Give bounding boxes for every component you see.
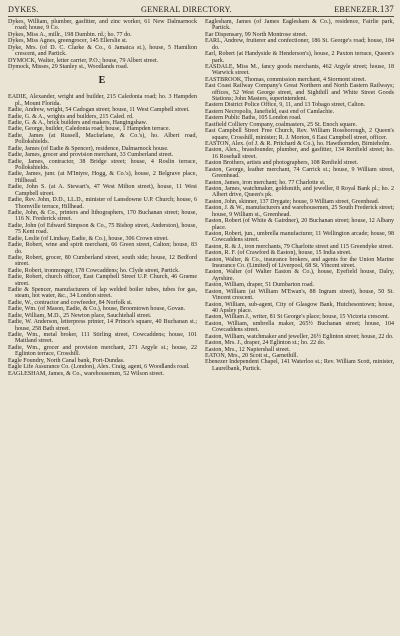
- directory-entry: Easton, William, watchmaker and jeweller, 26½ Eglinton street; house, 22 do.: [205, 333, 394, 340]
- directory-entry: Easton, Robert (of White & Gairdner), 20 Buchanan street; house, 12 Albany place.: [205, 218, 394, 231]
- directory-entry: Eagle Foundry, North Canal bank, Port-Dundas.: [8, 357, 125, 364]
- directory-entry: Eadie, Andrew, wright, 54 Cadogan street; house, 11 West Campbell street.: [8, 107, 190, 114]
- directory-entry: Easton, R. F. (of Crawford & Easton), house, 15 India street.: [205, 250, 352, 257]
- directory-entry: Eastfield Colliery Company, coalmasters, 25 St. Enoch square.: [205, 121, 357, 128]
- directory-entry: Eadie, W. Anderson, letterpress printer, 14 Prince's square, 40 Buchanan st.; house, 258 Bath street.: [8, 319, 197, 332]
- running-head-left: DYKES.: [8, 5, 39, 14]
- running-head-center: GENERAL DIRECTORY.: [140, 5, 232, 14]
- directory-entry: Eadie, Robert, church officer, East Campbell Street U.P. Church, 46 Græme street.: [8, 274, 197, 287]
- directory-entry: Eadie, James (at Russell, Macfarlane, & Co.'s), ho. Albert road, Pollokshields.: [8, 132, 197, 146]
- directory-entry: Eadie, John, & Co., printers and lithographers, 170 Buchanan street; house, 116 N. Frederick street.: [8, 209, 197, 223]
- left-entries-before-section: [8, 19, 197, 70]
- directory-entry: East Campbell Street Free Church, Rev. William Rossborough, 2 Queen's square, Crosshill, minister; R. J. Morton, 6 East Campbell street, officer.: [205, 128, 394, 141]
- directory-entry: EAGLESHAM, James, & Co., warehousemen, 52 Wilson street.: [8, 370, 165, 377]
- directory-entry: Eastern Public Baths, 105 London road.: [205, 115, 302, 122]
- directory-entry: Eadie, Robert, ironmonger, 178 Cowcaddens; ho. Clyde street, Partick.: [8, 267, 180, 274]
- directory-entry: Eadie, Robert, wine and spirit merchant, 66 Green street, Calton; house, 83 do.: [8, 242, 197, 255]
- directory-entry: EASDALE, Miss M., fancy goods merchants, 462 Argyle street; house, 18 Warwick street.: [205, 63, 394, 77]
- directory-columns: [8, 19, 394, 377]
- directory-entry: Easton, Mrs., 12 Napiershall street.: [205, 346, 291, 353]
- directory-entry: Ebenezer Independent Chapel, 141 Waterloo st.; Rev. William Scott, minister, Laurelbank, Partick.: [205, 359, 394, 372]
- directory-entry: Eadie, John S. (at A. Stewart's, 47 West Milton street), house, 11 West Campbell street.: [8, 184, 197, 197]
- directory-entry: Earl, Robert (at Handyside & Henderson's), house, 2 Paxton terrace, Queen's park.: [205, 51, 394, 64]
- directory-entry: Easton, William, umbrella maker, 265½ Buchanan street; house, 104 Cowcaddens street.: [205, 320, 394, 334]
- directory-entry: Eadie, James, junr. (at M'Intyre, Hogg, & Co.'s), house, 2 Belgrave place, Hillhead.: [8, 171, 197, 184]
- directory-entry: Eadie, Wm., grocer and provision merchant, 271 Argyle st.; house, 22 Eglinton terrace, Crosshill.: [8, 344, 197, 358]
- directory-entry: Easton, William (at William M'Ewan's, 88 Ingram street), house, 50 St. Vincent crescent.: [205, 288, 394, 302]
- left-entries-after-section: [8, 94, 197, 377]
- directory-entry: Dykes, William, plumber, gasfitter, and zinc worker, 61 New Dalmarnock road; house, 9 Co.: [8, 19, 197, 32]
- right-column: [205, 19, 394, 377]
- directory-entry: Easton, Alex., brassfounder, plumber, and gasfitter, 134 Renfield street; ho. 16 Rosehall street.: [205, 147, 394, 160]
- directory-entry: Easton, William, draper, 51 Dumbarton road.: [205, 282, 315, 289]
- running-head: [8, 4, 394, 17]
- directory-entry: Eadie, George, builder, Caledonia road; house, 1 Hampden terrace.: [8, 126, 171, 133]
- directory-entry: Dykes, Miss Agnes, greengrocer, 145 Ellerslie st.: [8, 38, 128, 45]
- directory-entry: Eadie & Spencer, manufacturers of lap welded boiler tubes, tubes for gas, steam, hot water, &c., 34 London street.: [8, 287, 197, 300]
- directory-entry: Easton, William, sub-agent, City of Glasgow Bank, Hutchesontown; house, 40 Apsley place.: [205, 301, 394, 314]
- directory-entry: Eadie, Rev. John, D.D., LL.D., minister of Lansdowne U.P. Church; house, 6 Thornville terrace, Hillhead.: [8, 197, 197, 210]
- directory-entry: Easton, Walter (of Walter Easton & Co.), house, Eyefield house, Dalry, Ayrshire.: [205, 269, 394, 282]
- directory-entry: Eastern Necropolis, Janefield, east end of Camlachie.: [205, 108, 335, 115]
- left-column: [8, 19, 197, 377]
- directory-entry: Easton, William J., writer, 81 St George's place; house, 15 Victoria crescent.: [205, 314, 390, 321]
- directory-entry: Eadie, James (of Eadie & Spencer), residence, Dalmarnock house.: [8, 145, 169, 152]
- directory-entry: Eadie, Wm. (of Mason, Eadie, & Co.), house, Broomtown house, Govan.: [8, 306, 186, 313]
- directory-entry: East Coast Railway Company's Great Northern and North Eastern Railways; offices, 52 West George street, and Sighthill and White Street Goods Stations; John Masters, superintendent.: [205, 83, 394, 103]
- directory-entry: Easton, James, iron merchant; ho. 77 Charlotte st.: [205, 179, 326, 186]
- directory-entry: Easton, Mrs. J., draper, 24 Eglinton st.; ho. 22 do.: [205, 340, 326, 347]
- directory-entry: Easton, Walter, & Co., insurance brokers, and agents for the Union Marine Insurance Co. (Limited) of Liverpool, 68 St. Vincent street.: [205, 256, 394, 270]
- directory-entry: Eadie, James, contractor, 38 Bridge street; house, 4 Roslin terrace, Pollokshields.: [8, 158, 197, 172]
- directory-entry: Easton, Robert, jun., umbrella manufacturer, 11 Wellington arcade; house, 98 Cowcaddens street.: [205, 230, 394, 244]
- directory-entry: Dymock, Misses, 29 Stanley st., Woodlands road.: [8, 63, 129, 70]
- directory-entry: Eadie, John (of Edward Simpson & Co., 75 Bishop street, Anderston), house, 75 Kent road.: [8, 222, 197, 236]
- directory-entry: Eadie, Wm., metal broker, 111 Stirling street, Cowcaddens; house, 101 Maitland street.: [8, 331, 197, 345]
- directory-entry: Easton Brothers, artists and photographers, 108 Renfield street.: [205, 160, 359, 167]
- directory-entry: Easton, R. & J., iron merchants, 79 Charlotte street and 115 Greendyke street.: [205, 243, 394, 250]
- directory-entry: Easton, George, leather merchant, 74 Carrick st.; house, 9 William street, Greenhead.: [205, 166, 394, 180]
- running-head-right: EBENEZER.: [334, 5, 380, 14]
- directory-entry: Ear Dispensary, 99 North Montrose street.: [205, 31, 308, 38]
- directory-entry: Eadie, G. & A., brick builders and makers, Hangingshaw.: [8, 120, 147, 127]
- directory-entry: Eadie, Robert, grocer, 80 Cumberland street, south side; house, 12 Bedford street.: [8, 254, 197, 268]
- directory-entry: Dyke, Mrs. (of D. C. Clarke & Co., 6 Jamaica st.), house, 5 Hamilton crescent, and Partick.: [8, 44, 197, 58]
- directory-entry: Eadie, William, M.D., 25 Newton place, Sauchiehall street.: [8, 312, 152, 319]
- directory-entry: EASTON, Alex. (of J. & R. Pritchard & Co.), ho. Hawthornden, Birnieholm.: [205, 141, 391, 148]
- directory-entry: Eadie, James, grocer and provision merchant, 33 Cumberland street.: [8, 152, 174, 159]
- directory-entry: Dykes, Miss A., millr., 198 Dumbtn. rd.; ho. 77 do.: [8, 31, 132, 38]
- directory-entry: DYMOCK, Walter, letter carrier, P.O.; house, 79 Albert street.: [8, 57, 159, 64]
- directory-entry: Easton, James, watchmaker, goldsmith, and jeweller, 8 Royal Bank pl.; ho. 2 Albert drive, Queen's pk.: [205, 185, 394, 199]
- directory-entry: EADIE, Alexander, wright and builder, 215 Caledonia road; ho. 3 Hampden pl., Mount Florida.: [8, 94, 197, 107]
- directory-entry: Eagle Life Assurance Co. (London), Alex. Craig, agent, 6 Woodlands road.: [8, 364, 190, 371]
- directory-entry: EATON, Mrs., 20 Scott st., Garnethill.: [205, 352, 299, 359]
- directory-entry: Eadie, Leslie (of Lindsay, Eadie, & Co.), house, 306 Crown street.: [8, 235, 169, 242]
- directory-entry: Eaglesham, James (of James Eaglesham & Co.), residence, Fairlie park, Partick.: [205, 19, 394, 32]
- directory-entry: EASTBROOK, Thomas, commission merchant, 4 Stormont street.: [205, 76, 367, 83]
- directory-entry: Eadie, W., contractor and cowfeeder, 84 Norfolk st.: [8, 299, 133, 306]
- directory-entry: Easton, John, skinner, 137 Drygate; house, 9 William street, Greenhead.: [205, 198, 380, 205]
- section-letter: E: [98, 75, 107, 87]
- directory-entry: Eadie, G. & A., wrights and builders, 215 Caled. rd.: [8, 113, 134, 120]
- directory-entry: Easton, J. & W., manufacturers and warehousemen, 25 South Frederick street; house, 9 William st., Greenhead.: [205, 205, 394, 218]
- page-number: 137: [379, 4, 394, 14]
- directory-entry: EARL, Andrew, fruiterer and confectioner, 186 St. George's road; house, 184 do.: [205, 38, 394, 51]
- directory-entry: Eastern District Police Office, 9, 11, and 13 Tobago street, Calton.: [205, 102, 366, 109]
